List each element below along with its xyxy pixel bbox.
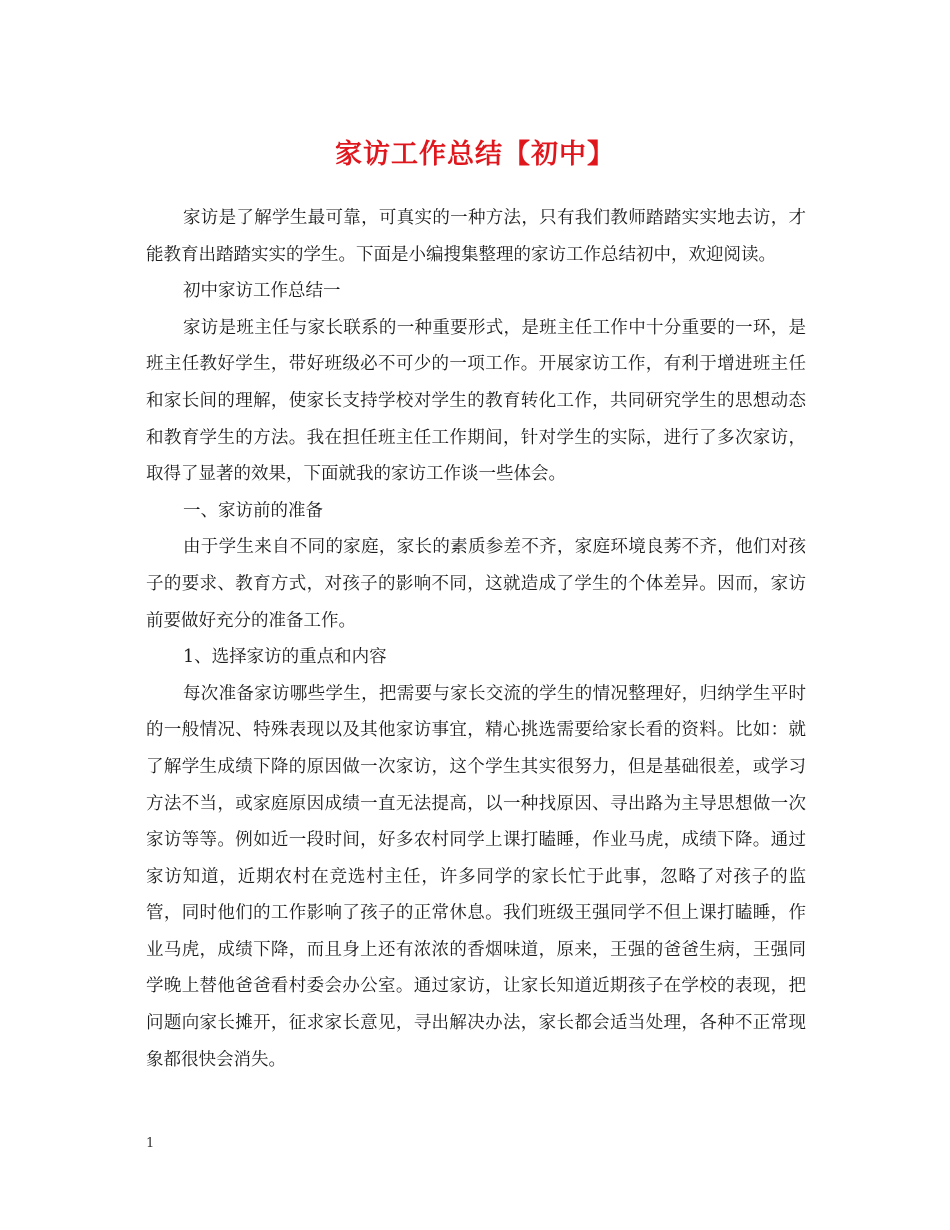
paragraph-intro: 家访是了解学生最可靠，可真实的一种方法，只有我们教师踏踏实实地去访，才能教育出踏踏实实的学生。下面是小编搜集整理的家访工作总结初中，欢迎阅读。 [146,208,806,265]
page-number: 1 [146,1136,155,1151]
paragraph-focus-details: 每次准备家访哪些学生，把需要与家长交流的学生的情况整理好，归纳学生平时的一般情况、特殊表现以及其他家访事宜，精心挑选需要给家长看的资料。比如：就了解学生成绩下降的原因做一次家访，这个学生其实很努力，但是基础很差，或学习方法不当，或家庭原因成绩一直无法提高，以一种找原因、寻出路为主导思想做一次家访等等。例如近一段时间，好多农村同学上课打瞌睡，作业马虎，成绩下降。通过家访知道，近期农村在竞选村主任，许多同学的家长忙于此事，忽略了对孩子的监管，同时他们的工作影响了孩子的正常休息。我们班级王强同学不但上课打瞌睡，作业马虎，成绩下降，而且身上还有浓浓的香烟味道，原来，王强的爸爸生病，王强同学晚上替他爸爸看村委会办公室。通过家访，让家长知道近期孩子在学校的表现，把问题向家长摊开，征求家长意见，寻出解决办法，家长都会适当处理，各种不正常现象都很快会消失。 [146,683,806,1070]
section-heading-summary-one: 初中家访工作总结一 [183,281,341,302]
section-heading-preparation: 一、家访前的准备 [183,500,323,521]
document-body [146,200,806,1078]
document-title: 家访工作总结【初中】 [335,139,615,170]
paragraph-preparation: 由于学生来自不同的家庭，家长的素质参差不齐，家庭环境良莠不齐，他们对孩子的要求、教育方式，对孩子的影响不同，这就造成了学生的个体差异。因而，家访前要做好充分的准备工作。 [146,537,806,631]
paragraph-home-visit-importance: 家访是班主任与家长联系的一种重要形式，是班主任工作中十分重要的一环，是班主任教好学生，带好班级必不可少的一项工作。开展家访工作，有利于增进班主任和家长间的理解，使家长支持学校对学生的教育转化工作，共同研究学生的思想动态和教育学生的方法。我在担任班主任工作期间，针对学生的实际，进行了多次家访，取得了显著的效果，下面就我的家访工作谈一些体会。 [146,317,806,485]
subsection-heading-focus: 1、选择家访的重点和内容 [183,647,387,668]
